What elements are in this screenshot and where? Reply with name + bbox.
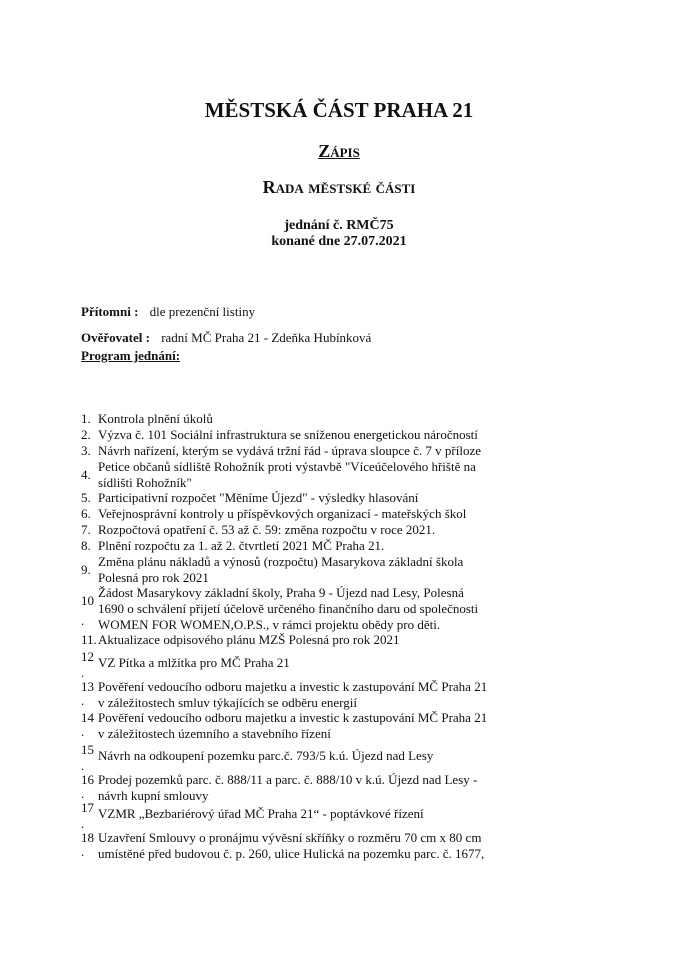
- program-item-number: 14: [81, 710, 94, 725]
- program-item-text: Pověření vedoucího odboru majetku a investic k zastupování MČ Praha 21: [98, 679, 488, 694]
- program-item-number: 1.: [81, 411, 91, 426]
- program-item-text: umístěné před budovou č. p. 260, ulice Hulická na pozemku parc. č. 1677,: [98, 846, 485, 861]
- program-item-number: 7.: [81, 522, 91, 537]
- program-item-number: 3.: [81, 443, 91, 458]
- body-name: Rada městské části: [262, 177, 416, 197]
- present-row: [81, 304, 255, 320]
- program-item-number: 9.: [81, 562, 91, 577]
- program-item-text: návrh kupní smlouvy: [98, 788, 209, 803]
- document-type: Zápis: [318, 141, 360, 161]
- program-item-number: 16: [81, 772, 94, 787]
- number-dot: .: [81, 816, 85, 831]
- number-dot: .: [81, 724, 85, 739]
- program-item-number: 4.: [81, 467, 91, 482]
- number-dot: .: [81, 665, 85, 680]
- program-item-text: Změna plánu nákladů a výnosů (rozpočtu) Masarykova základní škola: [98, 554, 464, 569]
- program-item-number: 5.: [81, 490, 91, 505]
- program-item-text: Rozpočtová opatření č. 53 až č. 59: změna rozpočtu v roce 2021.: [98, 522, 436, 537]
- program-item-number: 13: [81, 679, 94, 694]
- number-dot: .: [81, 844, 85, 859]
- program-item-text: Uzavření Smlouvy o pronájmu vývěsní skříňky o rozměru 70 cm x 80 cm: [98, 830, 482, 845]
- program-item-text: Veřejnosprávní kontroly u příspěvkových organizací - mateřských škol: [98, 506, 467, 521]
- number-dot: .: [81, 786, 85, 801]
- program-item-text: Prodej pozemků parc. č. 888/11 a parc. č. 888/10 v k.ú. Újezd nad Lesy -: [98, 772, 478, 787]
- program-item-text: v záležitostech smluv týkajících se odběru energií: [98, 695, 357, 710]
- verifier-row: [81, 330, 371, 346]
- meeting-number: jednání č. RMČ75: [284, 218, 394, 233]
- verifier-value: radní MČ Praha 21 - Zdeňka Hubínková: [161, 330, 372, 345]
- program-item-text: Participativní rozpočet "Měníme Újezd" - výsledky hlasování: [98, 490, 419, 505]
- program-item-text: Návrh na odkoupení pozemku parc.č. 793/5 k.ú. Újezd nad Lesy: [98, 748, 434, 763]
- program-item-number: 17: [81, 800, 94, 815]
- program-item-number: 2.: [81, 427, 91, 442]
- program-item-text: v záležitostech územního a stavebního řízení: [98, 726, 331, 741]
- present-value: dle prezenční listiny: [149, 304, 256, 319]
- program-item-text: Kontrola plnění úkolů: [98, 411, 213, 426]
- program-item-text: sídlišti Rohožník": [98, 475, 192, 490]
- program-item-number: 18: [81, 830, 94, 845]
- program-item-number: 12: [81, 649, 94, 664]
- program-item-text: Polesná pro rok 2021: [98, 570, 209, 585]
- program-item-number: 6.: [81, 506, 91, 521]
- document-title: MĚSTSKÁ ČÁST PRAHA 21: [204, 98, 474, 122]
- present-label: Přítomni :: [81, 304, 139, 319]
- program-heading: Program jednání:: [81, 348, 181, 363]
- number-dot: .: [81, 758, 85, 773]
- program-item-text: 1690 o schválení přijetí účelově určeného finančního daru od společnosti: [98, 601, 479, 616]
- program-item-text: Petice občanů sídliště Rohožník proti výstavbě "Víceúčelového hřiště na: [98, 459, 476, 474]
- number-dot: .: [81, 693, 85, 708]
- program-item-text: Žádost Masarykovy základní školy, Praha 9 - Újezd nad Lesy, Polesná: [98, 585, 464, 600]
- program-item-text: WOMEN FOR WOMEN,O.P.S., v rámci projektu obědy pro děti.: [98, 617, 441, 632]
- program-item-text: Výzva č. 101 Sociální infrastruktura se sníženou energetickou náročností: [98, 427, 478, 442]
- program-item-number: 15: [81, 742, 94, 757]
- program-item-text: Pověření vedoucího odboru majetku a investic k zastupování MČ Praha 21: [98, 710, 488, 725]
- program-item-text: Aktualizace odpisového plánu MZŠ Polesná pro rok 2021: [98, 632, 400, 647]
- program-item-number: 10: [81, 593, 94, 608]
- number-dot: .: [81, 613, 85, 628]
- program-item-number: 11.: [81, 632, 97, 647]
- program-item-text: Návrh nařízení, kterým se vydává tržní řád - úprava sloupce č. 7 v příloze: [98, 443, 481, 458]
- program-item-text: Plnění rozpočtu za 1. až 2. čtvrtletí 2021 MČ Praha 21.: [98, 538, 385, 553]
- verifier-label: Ověřovatel :: [81, 330, 150, 345]
- program-item-number: 8.: [81, 538, 91, 553]
- meeting-date: konané dne 27.07.2021: [271, 234, 407, 249]
- program-item-text: VZ Pítka a mlžítka pro MČ Praha 21: [98, 655, 290, 670]
- program-item-text: VZMR „Bezbariérový úřad MČ Praha 21“ - poptávkové řízení: [98, 806, 424, 821]
